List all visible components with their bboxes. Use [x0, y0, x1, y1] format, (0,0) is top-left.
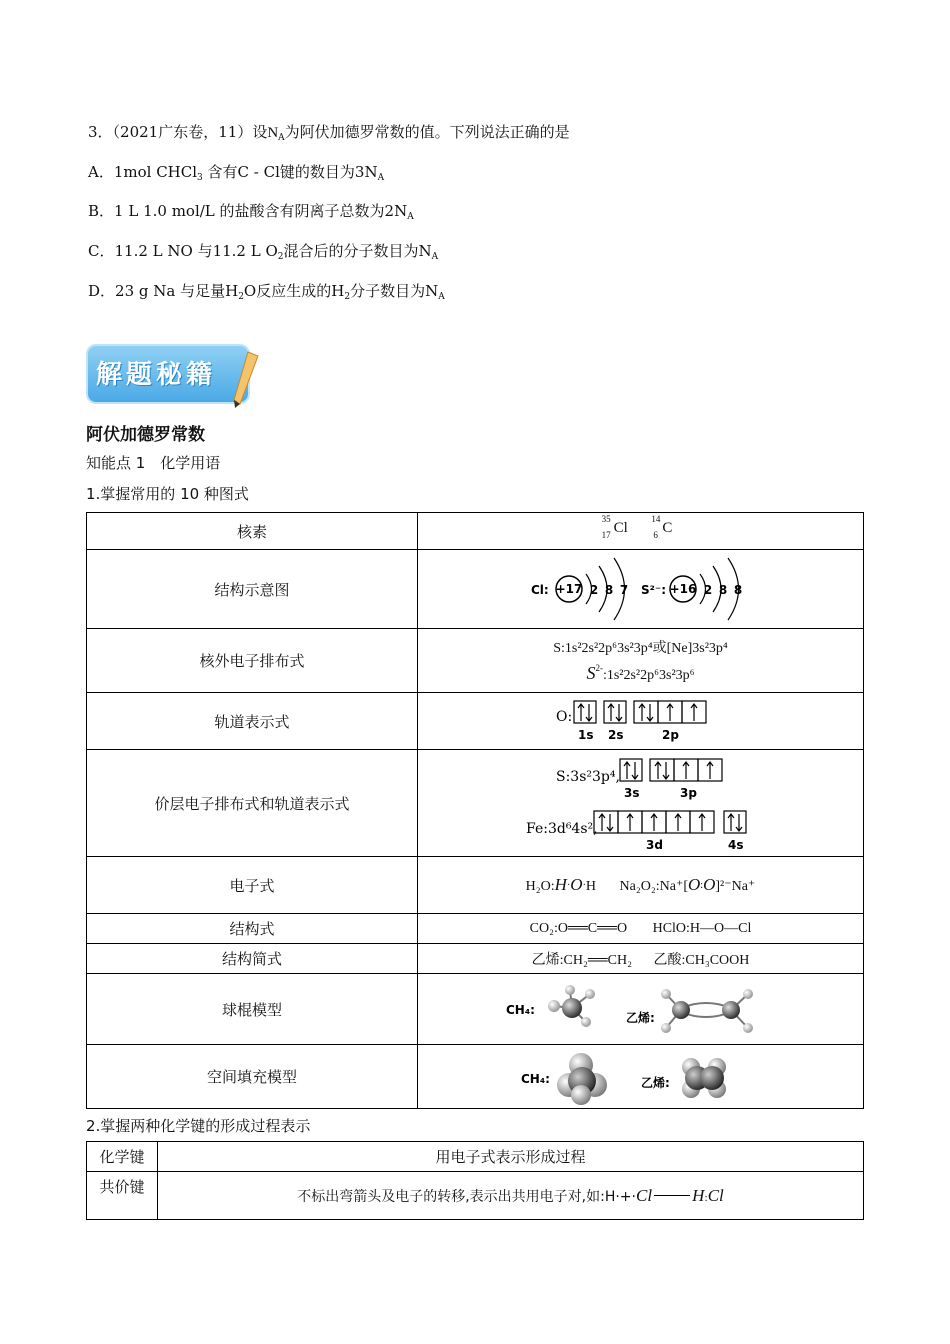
nuclide-cl	[601, 514, 636, 544]
c-atom	[722, 1001, 740, 1019]
co2-structure: CO₂:O══C══O	[529, 920, 628, 936]
option-text: 11.2 L NO 与	[114, 242, 213, 260]
process-text: 不标出弯箭头及电子的转移,表示出共用电子对,如:H·+·	[297, 1188, 636, 1205]
option-text: 分子数目为	[350, 282, 426, 300]
ion-charge: 2-	[595, 663, 603, 673]
nucleus-charge: +16	[669, 582, 696, 596]
table-row	[87, 974, 864, 1045]
na-symbol: N	[267, 125, 279, 141]
orbital-box	[634, 701, 658, 723]
table-row	[87, 857, 864, 914]
ethene-label: 乙烯:	[625, 1011, 655, 1025]
element-symbol: C	[662, 520, 673, 536]
shell-count: 8	[604, 583, 613, 597]
spin-arrows	[683, 762, 689, 779]
valence-cell	[418, 750, 864, 857]
item1-title: 1.掌握常用的 10 种图式	[86, 485, 249, 503]
option-sub: A	[438, 292, 445, 302]
table-row	[87, 550, 864, 629]
table-row	[87, 1172, 864, 1220]
option-value: 3N	[354, 163, 378, 181]
option-sub: A	[431, 252, 439, 262]
row-label: 结构式	[87, 914, 418, 944]
atom-cl: Cl	[636, 1185, 653, 1205]
condensed-cell	[418, 944, 864, 974]
s-symbol: S	[586, 663, 596, 683]
row-label: 轨道表示式	[87, 693, 418, 750]
hclo-structure: HClO:H—O—Cl	[652, 920, 752, 936]
formula-h: H	[225, 282, 239, 300]
spin-arrows	[624, 762, 638, 779]
table-row	[87, 513, 864, 550]
option-label: B．	[88, 202, 115, 220]
spin-arrows	[639, 704, 653, 721]
mass-number: 14	[651, 514, 661, 524]
orbital-label: 3d	[645, 838, 663, 852]
section-title: 阿伏加德罗常数	[86, 425, 205, 445]
h-atom	[585, 989, 595, 999]
atomic-number: 6	[653, 530, 658, 540]
shell-count: 2	[589, 583, 598, 597]
s-valence-prefix: S:3s²3p⁴,	[555, 769, 620, 785]
orbital-box	[604, 701, 626, 723]
table-row	[87, 750, 864, 857]
orbital-label: 2s	[607, 728, 623, 742]
c-atom	[700, 1066, 724, 1090]
ch4-label: CH₄:	[505, 1003, 535, 1017]
s-label: S²⁻:	[640, 583, 666, 597]
element-symbol: Cl	[613, 520, 628, 536]
valence-orbital-diagram	[526, 753, 756, 853]
option-sub: A	[407, 212, 414, 222]
config-text: :1s²2s²2p⁶3s²3p⁶	[602, 668, 695, 683]
formula-o: O	[243, 282, 257, 300]
spin-arrows	[599, 814, 613, 831]
option-d	[88, 280, 445, 302]
spin-arrows	[627, 814, 633, 831]
h-atom	[581, 1017, 591, 1027]
cl-label: Cl:	[530, 583, 549, 597]
option-sub: 2	[344, 292, 351, 302]
covalent-label: 共价键	[87, 1172, 158, 1220]
option-text: 反应生成的	[256, 282, 332, 300]
table-row	[87, 629, 864, 693]
row-label: 球棍模型	[87, 974, 418, 1045]
atom-cl: Cl	[707, 1185, 724, 1205]
mass-number: 35	[601, 514, 611, 524]
ch4-label: CH₄:	[520, 1071, 550, 1086]
orbital-label: 3p	[679, 786, 697, 800]
spin-arrows	[675, 814, 681, 831]
orbital-label: 4s	[727, 838, 743, 852]
table-row	[87, 1142, 864, 1172]
na-sub: A	[278, 133, 285, 143]
covalent-process: 不标出弯箭头及电子的转移,表示出共用电子对,如:H·+·Cl H:Cl	[158, 1172, 864, 1220]
orbital-box	[594, 811, 618, 833]
stem-prefix: 设	[252, 123, 268, 141]
atom-h: H	[554, 875, 567, 894]
option-a	[88, 161, 384, 183]
question-source: （2021广东卷，11）	[112, 123, 253, 141]
option-value: N	[418, 242, 432, 260]
table-row	[87, 1045, 864, 1109]
section-banner	[86, 344, 262, 408]
pencil-icon	[226, 350, 262, 408]
spin-arrows	[667, 704, 673, 721]
h-atom	[565, 985, 575, 995]
orbital-label: 2p	[661, 728, 679, 742]
c-atom	[562, 998, 582, 1018]
h-atom	[548, 1000, 560, 1012]
nuclide-cell	[418, 513, 864, 550]
ball-stick-model	[506, 976, 776, 1042]
row-label: 结构示意图	[87, 550, 418, 629]
option-label: A．	[88, 163, 114, 181]
option-text: 1 L 1.0 mol/L 的盐酸含有阴离子总数为	[114, 202, 385, 220]
item2-title: 2.掌握两种化学键的形成过程表示	[86, 1117, 311, 1135]
fe-valence-prefix: Fe:3d⁶4s²,	[525, 821, 598, 837]
bond-table	[86, 1141, 864, 1220]
ethene-condensed: 乙烯:CH₂══CH₂	[531, 952, 632, 968]
orbital-label: 1s	[577, 728, 593, 742]
nuclide-c	[651, 514, 679, 544]
option-text: 11.2 L O	[212, 242, 278, 260]
orbital-diagram	[556, 697, 726, 745]
option-label: D．	[88, 282, 116, 300]
shell-count: 8	[718, 583, 727, 597]
option-text: 23 g Na 与足量	[115, 282, 226, 300]
orbital-box	[620, 759, 642, 781]
spin-arrows	[728, 814, 742, 831]
spin-arrows	[691, 704, 697, 721]
option-sub: 2	[238, 292, 244, 302]
row-label: 结构简式	[87, 944, 418, 974]
formula-h: H	[331, 282, 345, 300]
orbital-box	[574, 701, 596, 723]
option-label: C．	[88, 242, 115, 260]
row-label: 核外电子排布式	[87, 629, 418, 693]
table-row	[87, 693, 864, 750]
h-atom	[661, 989, 671, 999]
orbital-box	[724, 811, 746, 833]
space-fill-model	[521, 1047, 761, 1107]
electron-formula-cell: H₂O:H·O·H Na₂O₂:Na⁺[O:O]²⁻Na⁺	[418, 857, 864, 914]
option-value: N	[425, 282, 439, 300]
structure-diagram-cell	[418, 550, 864, 629]
row-label: 电子式	[87, 857, 418, 914]
c-atom	[672, 1001, 690, 1019]
atomic-number: 17	[601, 530, 611, 540]
row-label: 空间填充模型	[87, 1045, 418, 1109]
h2o-label: H₂O:	[525, 879, 555, 894]
ball-stick-cell	[418, 974, 864, 1045]
spin-arrows	[655, 762, 669, 779]
spin-arrows	[651, 814, 657, 831]
table-row	[87, 914, 864, 944]
h-atom	[661, 1023, 671, 1033]
stem-suffix: 为阿伏加德罗常数的值。下列说法正确的是	[284, 123, 570, 141]
knowledge-point: 知能点 1 化学用语	[86, 454, 221, 472]
spin-arrows	[578, 704, 592, 721]
option-sub: 3	[197, 173, 203, 183]
shell-count: 7	[619, 583, 628, 597]
option-value: 2N	[384, 202, 408, 220]
atom-o: O	[703, 875, 716, 894]
spin-arrows	[707, 762, 713, 779]
option-text: 1mol CHCl	[113, 163, 198, 181]
question-number: 3．	[88, 123, 113, 141]
header-process: 用电子式表示形成过程	[158, 1142, 864, 1172]
structural-cell	[418, 914, 864, 944]
option-text: 含有C - Cl键的数目为	[202, 163, 355, 181]
h-atom	[571, 1085, 591, 1105]
header-bond-type: 化学键	[87, 1142, 158, 1172]
orbital-prefix: O:	[555, 709, 572, 725]
spin-arrows	[608, 704, 622, 721]
config-line-2	[418, 663, 863, 684]
question-stem	[88, 121, 570, 143]
option-sub: A	[377, 173, 385, 183]
table-row	[87, 944, 864, 974]
config-cell	[418, 629, 864, 693]
atom-h: H	[692, 1185, 705, 1205]
atom-o: O	[570, 875, 583, 894]
row-label: 核素	[87, 513, 418, 550]
na2o2-label: Na₂O₂:Na⁺[	[619, 879, 689, 894]
nucleus-charge: +17	[555, 582, 582, 596]
orbital-label: 3s	[623, 786, 639, 800]
h-atom	[743, 989, 753, 999]
na2o2-end: ]²⁻Na⁺	[715, 879, 756, 894]
acetic-condensed: 乙酸:CH₃COOH	[653, 952, 750, 968]
orbital-cell	[418, 693, 864, 750]
spin-arrows	[699, 814, 705, 831]
atom-structure-diagram	[531, 552, 751, 626]
option-sub: 2	[277, 252, 284, 262]
config-line-1: S:1s²2s²2p⁶3s²3p⁴或[Ne]3s²3p⁴	[553, 641, 728, 656]
reaction-arrow	[654, 1195, 690, 1196]
atom-o: O	[688, 875, 701, 894]
option-c	[88, 240, 438, 262]
row-label: 价层电子排布式和轨道表示式	[87, 750, 418, 857]
shell-count: 8	[733, 583, 742, 597]
h-atom	[743, 1023, 753, 1033]
atom-h: H	[585, 879, 597, 894]
shell-count: 2	[703, 583, 712, 597]
formula-table	[86, 512, 864, 1109]
ethene-label: 乙烯:	[640, 1075, 670, 1090]
space-fill-cell	[418, 1045, 864, 1109]
banner-text: 解题秘籍	[96, 360, 217, 390]
orbital-box	[650, 759, 674, 781]
option-text: 混合后的分子数目为	[283, 242, 419, 260]
option-b	[88, 200, 414, 222]
